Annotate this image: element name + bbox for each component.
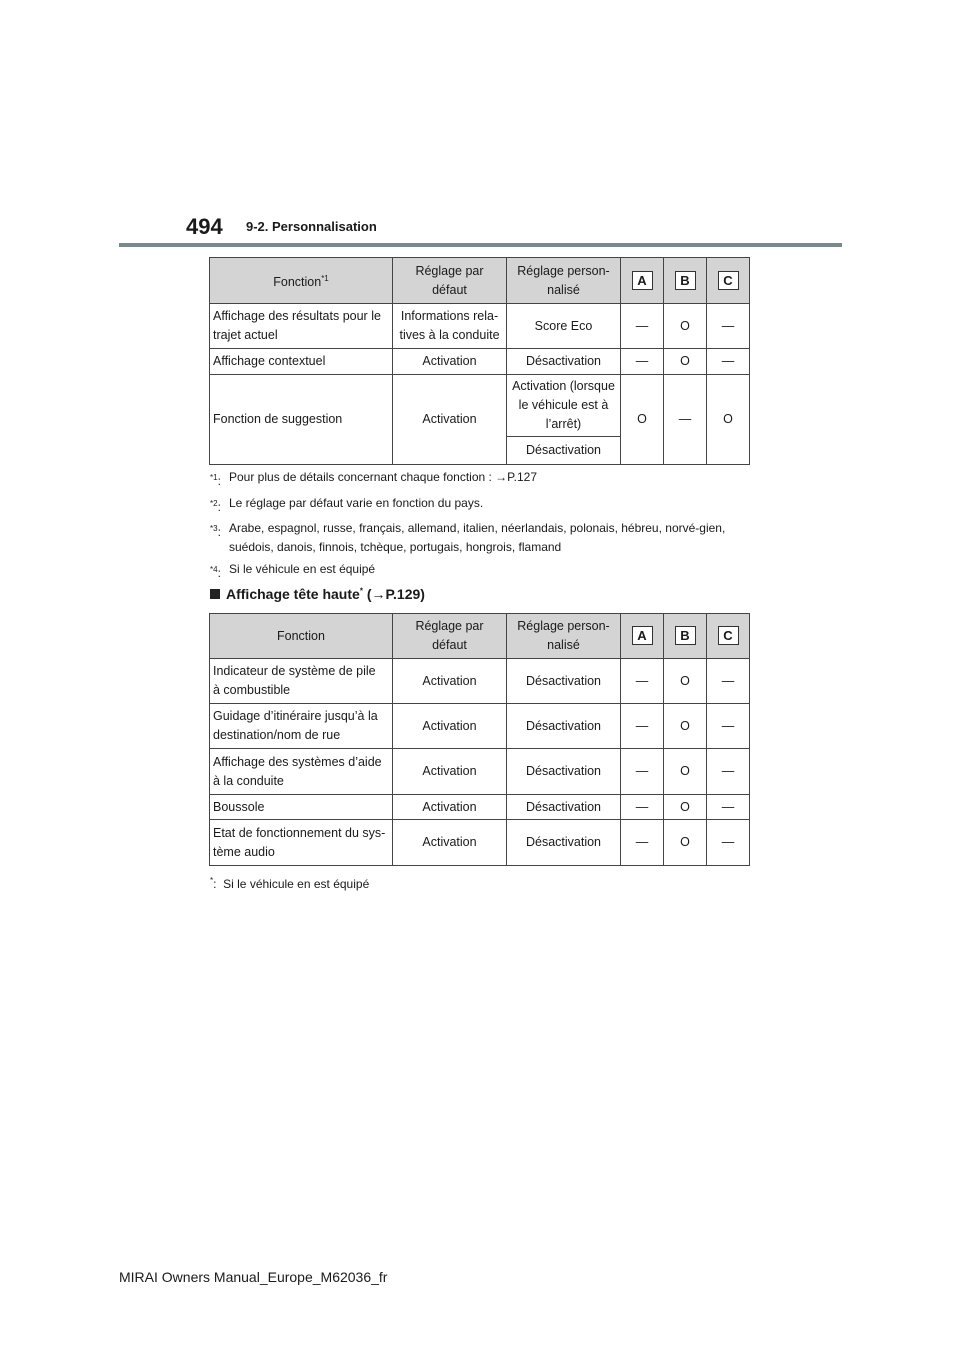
settings-table-1 bbox=[209, 257, 750, 465]
cell-fonction: Affichage des systèmes d’aide à la conduite bbox=[210, 749, 393, 795]
col-b-header bbox=[664, 258, 707, 304]
table-header-row bbox=[210, 614, 750, 659]
cell-fonction: Etat de fonctionnement du sys- tème audio bbox=[210, 820, 393, 866]
cell-custom: Score Eco bbox=[507, 304, 621, 349]
cell-c: — bbox=[707, 749, 750, 795]
cell-a: — bbox=[621, 749, 664, 795]
table-row bbox=[210, 375, 750, 437]
cell-b: — bbox=[664, 375, 707, 465]
cell-c: — bbox=[707, 349, 750, 375]
cell-custom: Désactivation bbox=[507, 659, 621, 704]
col-c-header bbox=[707, 258, 750, 304]
cell-custom: Désactivation bbox=[507, 820, 621, 866]
cell-c: — bbox=[707, 659, 750, 704]
cell-default: Informations rela- tives à la conduite bbox=[393, 304, 507, 349]
square-bullet-icon bbox=[210, 589, 220, 599]
col-custom-header: Réglage person- nalisé bbox=[507, 614, 621, 659]
page-number: 494 bbox=[186, 214, 223, 239]
col-fonction-header: Fonction bbox=[210, 614, 393, 659]
cell-b: O bbox=[664, 304, 707, 349]
letter-b-icon: B bbox=[675, 626, 696, 645]
cell-a: — bbox=[621, 349, 664, 375]
col-c-header bbox=[707, 614, 750, 659]
cell-default: Activation bbox=[393, 820, 507, 866]
letter-c-icon: C bbox=[718, 626, 739, 645]
cell-b: O bbox=[664, 659, 707, 704]
cell-b: O bbox=[664, 795, 707, 820]
col-default-header: Réglage par défaut bbox=[393, 258, 507, 304]
letter-c-icon: C bbox=[718, 271, 739, 290]
cell-c: — bbox=[707, 704, 750, 749]
table-row bbox=[210, 304, 750, 349]
cell-default: Activation bbox=[393, 704, 507, 749]
cell-a: — bbox=[621, 820, 664, 866]
col-custom-header: Réglage person- nalisé bbox=[507, 258, 621, 304]
cell-b: O bbox=[664, 749, 707, 795]
footnote: $^{*3}$: Arabe, espagnol, russe, français, allemand, italien, néerlandais, polonais, hébreu, norvé-gien, suédois, danois, finnois, tchèque, portugais, hongrois, flamand bbox=[210, 521, 726, 554]
footnote: *: Si le véhicule en est équipé bbox=[210, 876, 370, 891]
cell-custom: Désactivation bbox=[507, 349, 621, 375]
cell-default: Activation bbox=[393, 659, 507, 704]
cell-custom: Désactivation bbox=[507, 437, 621, 465]
cell-b: O bbox=[664, 704, 707, 749]
table-row bbox=[210, 820, 750, 866]
section-heading: Affichage tête haute* (→P.129) bbox=[210, 586, 425, 602]
table-row bbox=[210, 349, 750, 375]
letter-a-icon: A bbox=[632, 271, 653, 290]
col-a-header bbox=[621, 258, 664, 304]
letter-b-icon: B bbox=[675, 271, 696, 290]
col-a-header bbox=[621, 614, 664, 659]
footer-manual-id: MIRAI Owners Manual_Europe_M62036_fr bbox=[119, 1269, 388, 1285]
cell-c: — bbox=[707, 795, 750, 820]
cell-default: Activation bbox=[393, 375, 507, 465]
cell-default: Activation bbox=[393, 749, 507, 795]
col-default-header: Réglage par défaut bbox=[393, 614, 507, 659]
cell-fonction: Affichage contextuel bbox=[210, 349, 393, 375]
page-reference[interactable]: (→P.129) bbox=[366, 586, 425, 602]
cell-default: Activation bbox=[393, 349, 507, 375]
footnotes bbox=[210, 468, 750, 585]
cell-custom: Désactivation bbox=[507, 795, 621, 820]
cell-fonction: Affichage des résultats pour le trajet actuel bbox=[210, 304, 393, 349]
cell-default: Activation bbox=[393, 795, 507, 820]
cell-a: — bbox=[621, 304, 664, 349]
cell-c: O bbox=[707, 375, 750, 465]
cell-a: — bbox=[621, 659, 664, 704]
cell-b: O bbox=[664, 349, 707, 375]
footnote: $^{*2}$: Le réglage par défaut varie en fonction du pays. bbox=[210, 495, 484, 514]
cell-a: — bbox=[621, 795, 664, 820]
cell-custom: Désactivation bbox=[507, 704, 621, 749]
cell-c: — bbox=[707, 304, 750, 349]
cell-b: O bbox=[664, 820, 707, 866]
table-header-row bbox=[210, 258, 750, 304]
table-row bbox=[210, 795, 750, 820]
cell-fonction: Indicateur de système de pile à combustible bbox=[210, 659, 393, 704]
table-row bbox=[210, 749, 750, 795]
cell-fonction: Fonction de suggestion bbox=[210, 375, 393, 465]
table-row bbox=[210, 704, 750, 749]
footnote: $^{*4}$: Si le véhicule en est équipé bbox=[210, 561, 376, 580]
cell-fonction: Boussole bbox=[210, 795, 393, 820]
cell-custom: Activation (lorsque le véhicule est à l’arrêt) bbox=[507, 375, 621, 437]
settings-table-2 bbox=[209, 613, 750, 866]
section-title: 9-2. Personnalisation bbox=[246, 219, 377, 234]
col-fonction-header: Fonction$^{*1}$ bbox=[210, 258, 393, 304]
cell-a: — bbox=[621, 704, 664, 749]
cell-a: O bbox=[621, 375, 664, 465]
letter-a-icon: A bbox=[632, 626, 653, 645]
table-row bbox=[210, 659, 750, 704]
cell-fonction: Guidage d’itinéraire jusqu’à la destination/nom de rue bbox=[210, 704, 393, 749]
header-rule bbox=[119, 243, 842, 247]
col-b-header bbox=[664, 614, 707, 659]
cell-custom: Désactivation bbox=[507, 749, 621, 795]
footnote: $^{*1}$: Pour plus de détails concernant chaque fonction : →P.127 bbox=[210, 470, 537, 488]
cell-c: — bbox=[707, 820, 750, 866]
